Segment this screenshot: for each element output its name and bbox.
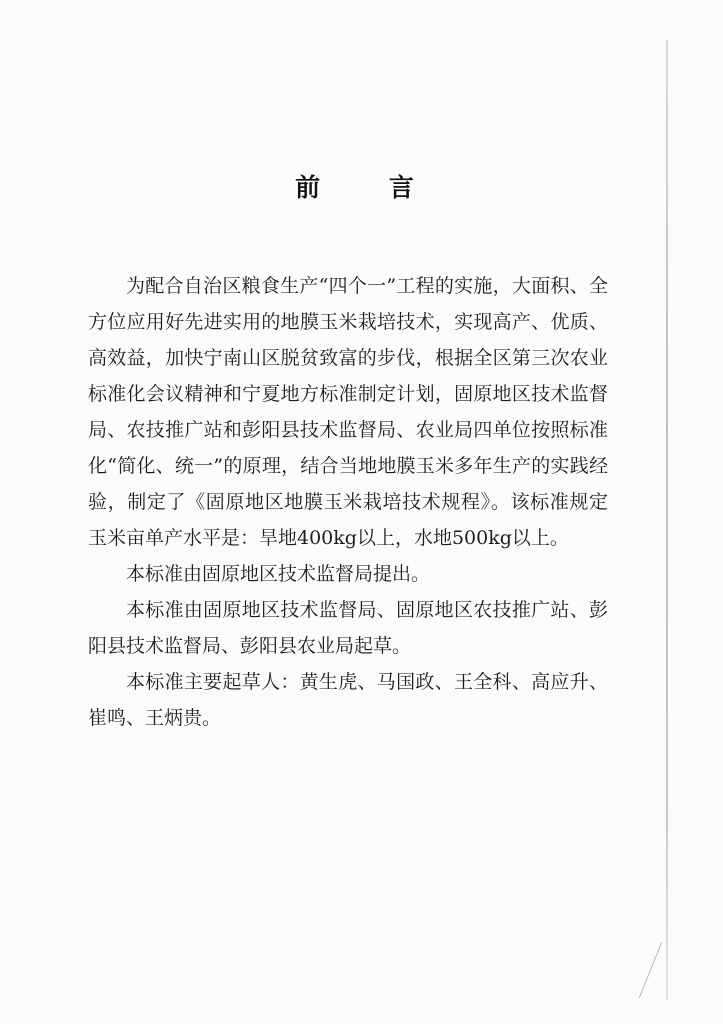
preface-body: [88, 268, 608, 736]
paragraph-drafters-org: 本标准由固原地区技术监督局、固原地区农技推广站、彭阳县技术监督局、彭阳县农业局起草。: [88, 599, 608, 657]
paragraph-drafters-people: 本标准主要起草人：黄生虎、马国政、王全科、高应升、崔鸣、王炳贵。: [88, 671, 608, 729]
paragraph-intro: 为配合自治区粮食生产“四个一”工程的实施，大面积、全方位应用好先进实用的地膜玉米栽培技术，实现高产、优质、高效益，加快宁南山区脱贫致富的步伐，根据全区第三次农业标准化会议精神和宁夏地方标准制定计划，固原地区技术监督局、农技推广站和彭阳县技术监督局、农业局四单位按照标准化“简化、统一”的原理，结合当地地膜玉米多年生产的实践经验，制定了《固原地区地膜玉米栽培技术规程》。该标准规定玉米亩单产水平是：旱地400kg以上，水地500kg以上。: [88, 275, 608, 549]
page-title: 前 言: [295, 173, 444, 202]
page-edge-mark: [639, 942, 662, 998]
paragraph-proposer: 本标准由固原地区技术监督局提出。: [126, 563, 431, 585]
